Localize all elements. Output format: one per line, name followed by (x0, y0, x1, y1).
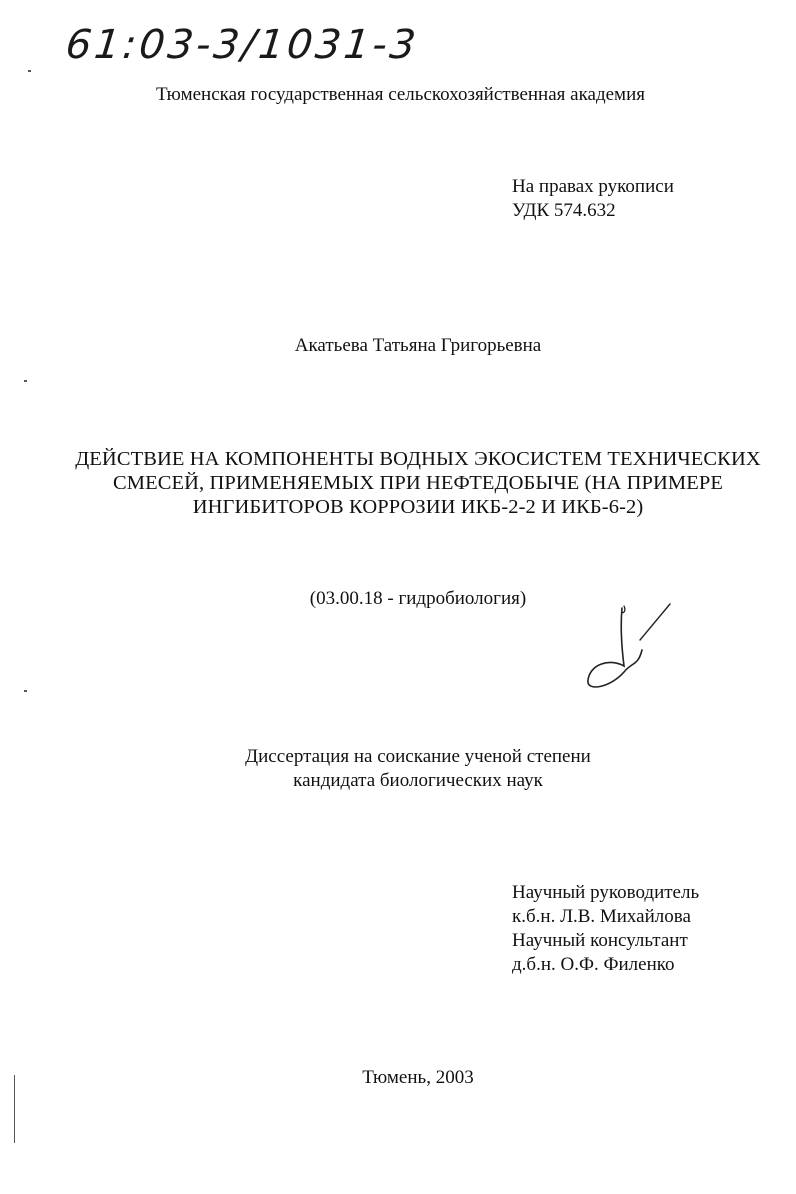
author-signature (580, 600, 680, 696)
supervisor-name: к.б.н. Л.В. Михайлова (512, 906, 691, 927)
scan-speck (28, 70, 31, 72)
thesis-title-line-3: ИНГИБИТОРОВ КОРРОЗИИ ИКБ-2-2 И ИКБ-6-2) (192, 496, 644, 518)
thesis-title-line-2: СМЕСЕЙ, ПРИМЕНЯЕМЫХ ПРИ НЕФТЕДОБЫЧЕ (НА ПРИМЕРЕ (112, 472, 723, 494)
consultant-label: Научный консультант (512, 930, 688, 951)
scan-speck (24, 690, 27, 692)
thesis-title-line-1: ДЕЙСТВИЕ НА КОМПОНЕНТЫ ВОДНЫХ ЭКОСИСТЕМ ТЕХНИЧЕСКИХ (75, 448, 761, 470)
udc-code: УДК 574.632 (512, 200, 616, 221)
rights-notice: На правах рукописи (512, 176, 674, 197)
institution-name: Тюменская государственная сельскохозяйственная академия (156, 84, 645, 105)
degree-line-1: Диссертация на соискание ученой степени (245, 746, 591, 767)
degree-line-2: кандидата биологических наук (293, 770, 543, 791)
scan-speck (24, 380, 27, 382)
scan-edge-line (14, 1075, 15, 1143)
supervisor-label: Научный руководитель (512, 882, 700, 903)
specialty-code: (03.00.18 - гидробиология) (309, 588, 527, 609)
author-name: Акатьева Татьяна Григорьевна (294, 335, 542, 356)
handwritten-catalog-number: 61:03-3/1031-3 (63, 22, 421, 68)
consultant-name: д.б.н. О.Ф. Филенко (512, 954, 675, 975)
place-and-year: Тюмень, 2003 (362, 1067, 474, 1088)
